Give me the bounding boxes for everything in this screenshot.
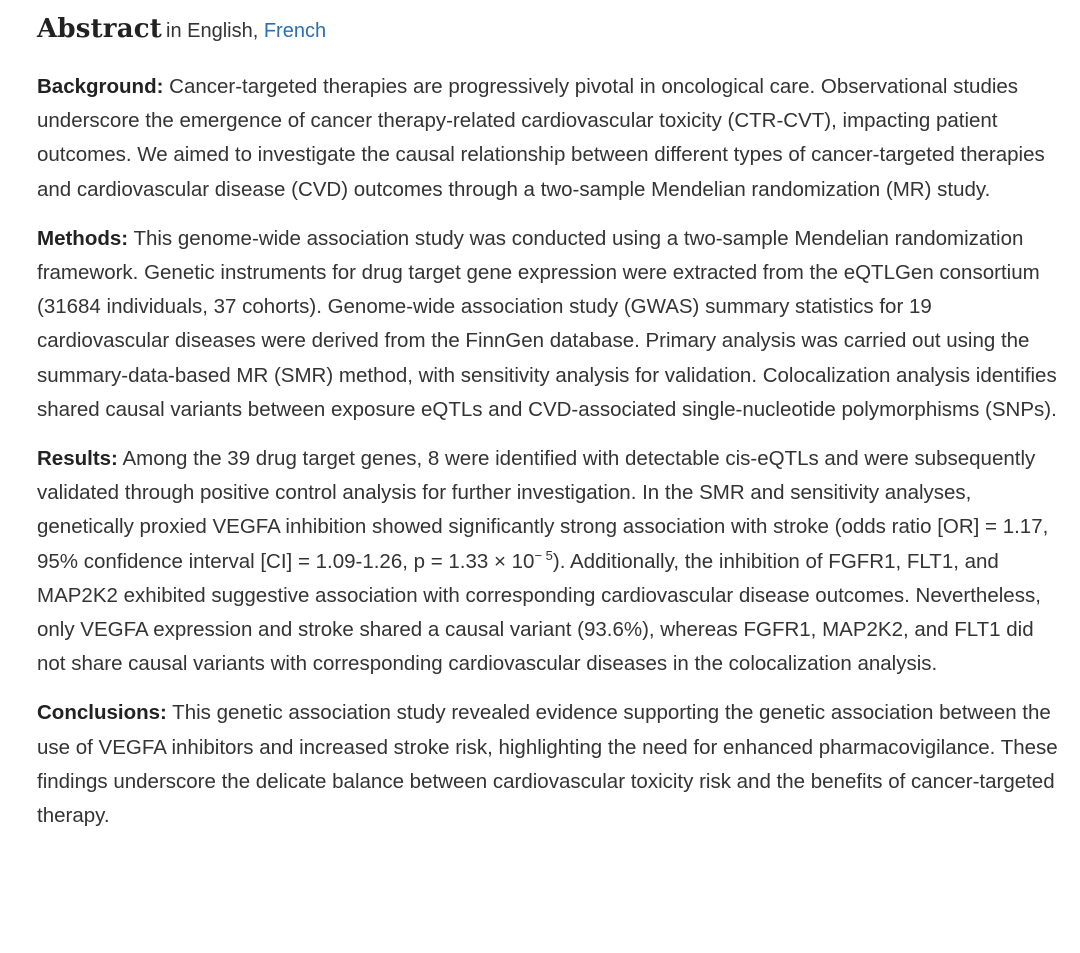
- background-text: Cancer-targeted therapies are progressively pivotal in oncological care. Observational studies underscore the emergence of cancer therapy-related cardiovascular toxicity (CTR-CVT), impacting patient outcomes. We aimed to investigate the causal relationship between different types of cancer-targeted therapies and cardiovascular disease (CVD) outcomes through a two-sample Mendelian randomization (MR) study.: [37, 75, 1045, 201]
- results-label: Results:: [37, 447, 118, 471]
- results-exponent: − 5: [534, 547, 553, 563]
- results-text-before: Among the 39 drug target genes, 8 were identified with detectable cis-eQTLs and were subsequently validated through positive control analysis for further investigation. In the SMR and sensitivity analyses, genetically proxied VEGFA inhibition showed significantly strong association with stroke (odds ratio [OR] = 1.17, 95% confidence interval [CI] = 1.09-1.26, p = 1.33 × 10: [37, 447, 1049, 573]
- abstract-title: Abstract: [37, 14, 162, 44]
- methods-label: Methods:: [37, 226, 129, 250]
- conclusions-section: [37, 696, 1067, 833]
- conclusions-label: Conclusions:: [37, 701, 167, 725]
- abstract-panel: [37, 14, 1067, 833]
- background-section: [37, 70, 1067, 207]
- language-prefix: in English,: [166, 20, 259, 42]
- language-switcher: [166, 20, 326, 42]
- results-section: [37, 442, 1067, 681]
- results-text-after: ). Additionally, the inhibition of FGFR1, FLT1, and MAP2K2 exhibited suggestive association with corresponding cardiovascular disease outcomes. Nevertheless, only VEGFA expression and stroke shared a causal variant (93.6%), whereas FGFR1, MAP2K2, and FLT1 did not share causal variants with corresponding cardiovascular diseases in the colocalization analysis.: [37, 549, 1041, 676]
- conclusions-text: This genetic association study revealed evidence supporting the genetic association between the use of VEGFA inhibitors and increased stroke risk, highlighting the need for enhanced pharmacovigilance. These findings underscore the delicate balance between cardiovascular toxicity risk and the benefits of cancer-targeted therapy.: [37, 701, 1058, 828]
- methods-section: [37, 222, 1067, 427]
- abstract-header: [37, 14, 1067, 62]
- background-label: Background:: [37, 75, 164, 98]
- methods-text: This genome-wide association study was conducted using a two-sample Mendelian randomization framework. Genetic instruments for drug target gene expression were extracted from the eQTLGen consortium (31684 individuals, 37 cohorts). Genome-wide association study (GWAS) summary statistics for 19 cardiovascular diseases were derived from the FinnGen database. Primary analysis was carried out using the summary-data-based MR (SMR) method, with sensitivity analysis for validation. Colocalization analysis identifies shared causal variants between exposure eQTLs and CVD-associated single-nucleotide polymorphisms (SNPs).: [37, 226, 1057, 421]
- french-language-link[interactable]: French: [263, 20, 327, 42]
